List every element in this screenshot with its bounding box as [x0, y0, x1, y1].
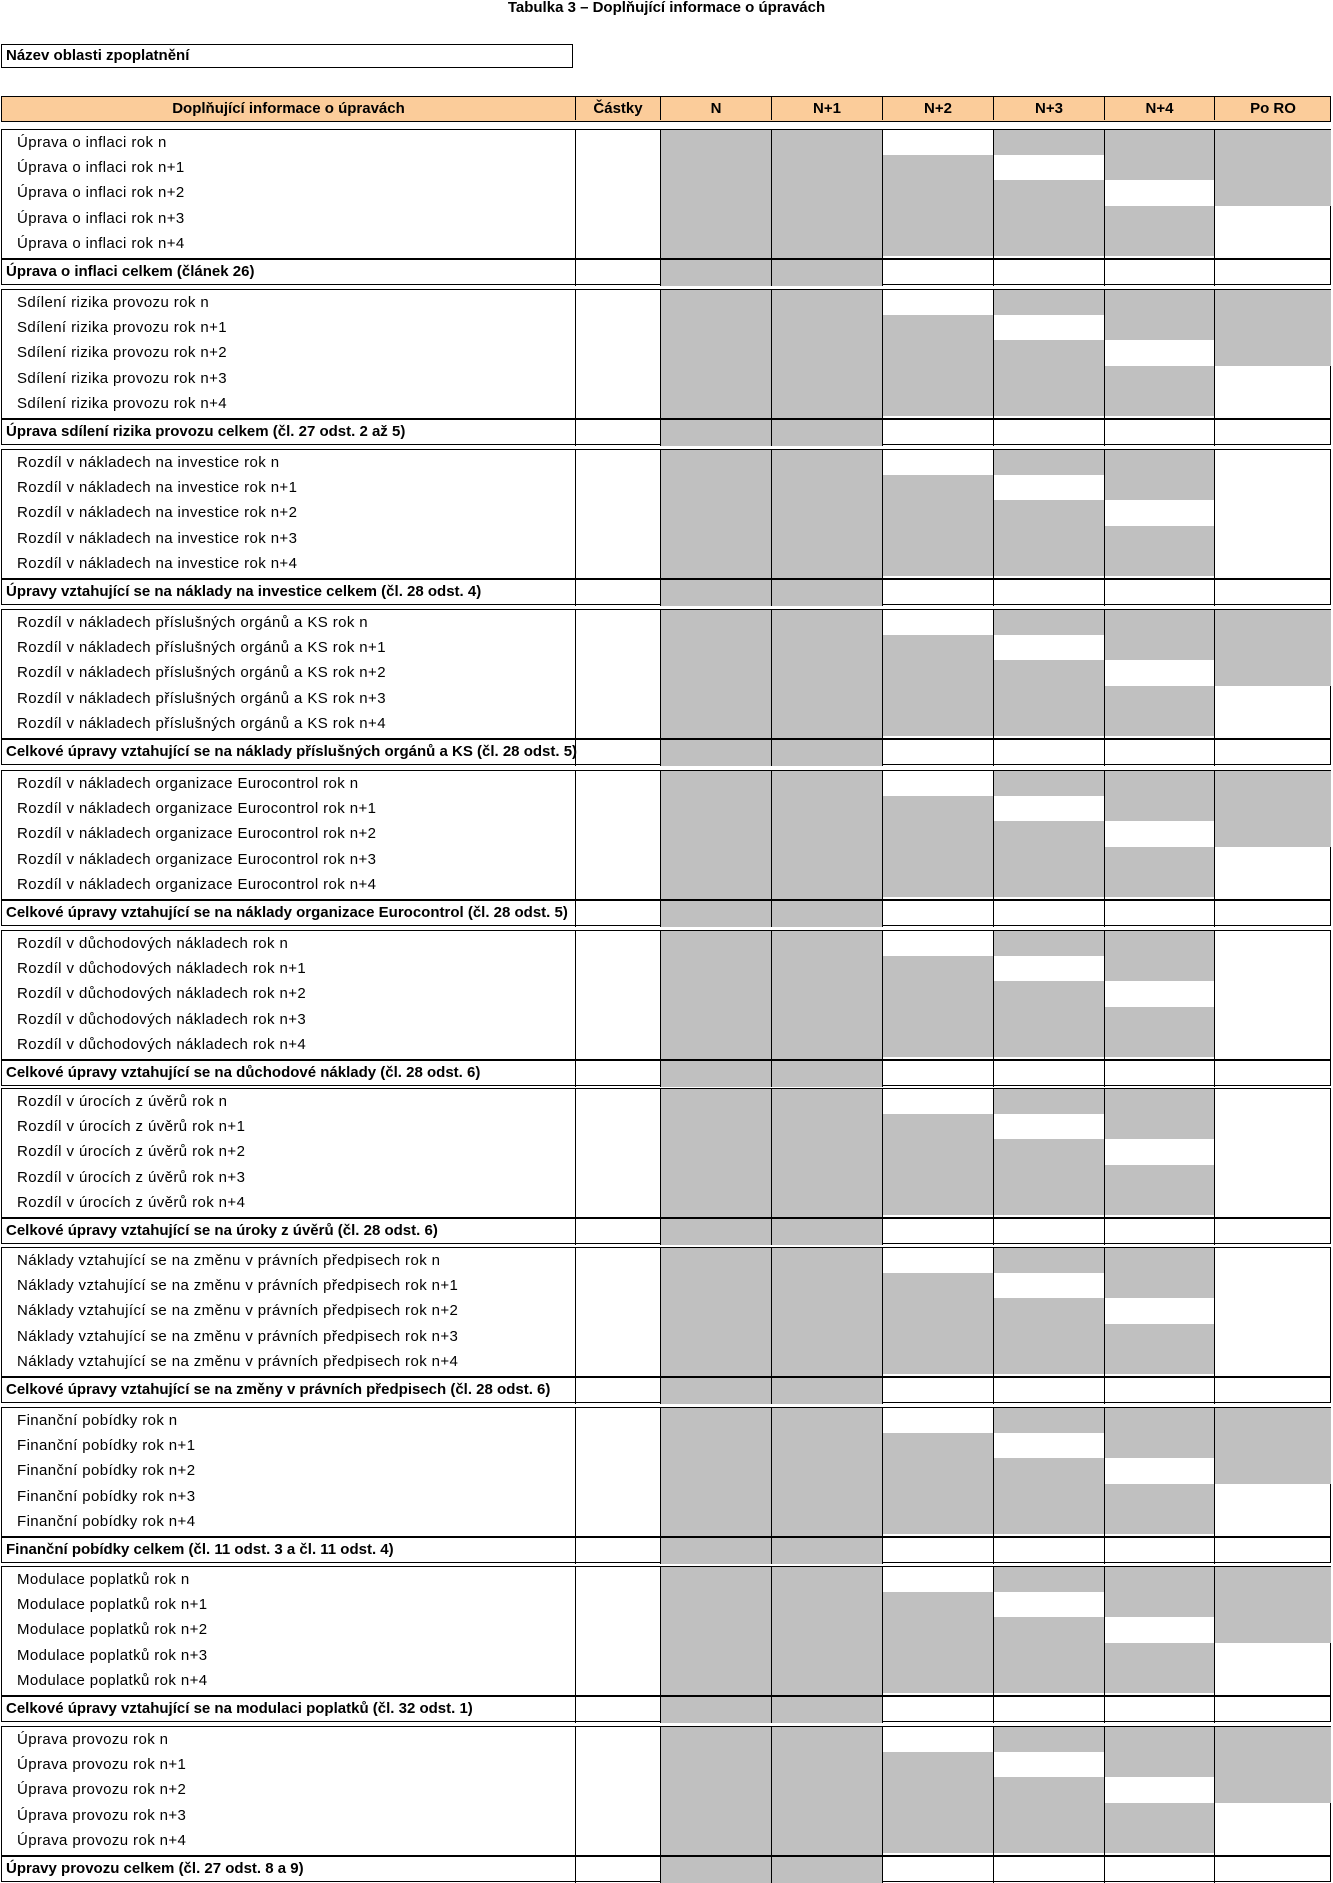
column-divider [771, 130, 772, 286]
shaded-cell-n2 [882, 956, 993, 1057]
shaded-cell-n4 [1104, 1643, 1214, 1693]
header-n1: N+1 [771, 97, 882, 120]
shaded-cell-n4 [1104, 1408, 1214, 1458]
column-divider [1214, 1408, 1215, 1564]
total-row-label: Finanční pobídky celkem (čl. 11 odst. 3 a čl. 11 odst. 4) [6, 1541, 394, 1558]
shaded-cell-n3 [993, 660, 1104, 736]
section-6 [1, 930, 1331, 1086]
column-divider [771, 1567, 772, 1723]
total-row-label: Celkové úpravy vztahující se na náklady organizace Eurocontrol (čl. 28 odst. 5) [6, 904, 568, 921]
column-divider [882, 1248, 883, 1404]
shaded-cell-po-ro [1214, 1567, 1331, 1643]
shaded-cell-n4 [1104, 1484, 1214, 1534]
row-label: Úprava provozu rok n+1 [17, 1756, 187, 1774]
shaded-cell-n3 [993, 1248, 1104, 1273]
shaded-cell-n4 [1104, 847, 1214, 897]
column-divider [1214, 1727, 1215, 1883]
column-divider [1214, 290, 1215, 446]
shaded-cell-n4 [1104, 1089, 1214, 1139]
column-divider [660, 771, 661, 927]
header-n2: N+2 [882, 97, 993, 120]
row-label: Úprava provozu rok n [17, 1731, 169, 1748]
row-label: Rozdíl v nákladech na investice rok n+4 [17, 554, 298, 572]
column-divider [993, 771, 994, 927]
column-divider [575, 1567, 576, 1723]
column-divider [882, 931, 883, 1087]
shaded-cell-n2 [882, 1433, 993, 1534]
row-label: Rozdíl v úrocích z úvěrů rok n+4 [17, 1193, 246, 1211]
shaded-cell-po-ro [1214, 1727, 1331, 1803]
column-divider [993, 290, 994, 446]
header-n3: N+3 [993, 97, 1104, 120]
column-divider [993, 931, 994, 1087]
shaded-cell-n3 [993, 1617, 1104, 1693]
section-2 [1, 289, 1331, 445]
shaded-cell-n3 [993, 290, 1104, 315]
column-divider [660, 290, 661, 446]
column-divider [1214, 931, 1215, 1087]
column-divider [771, 1408, 772, 1564]
row-label: Rozdíl v důchodových nákladech rok n+3 [17, 1010, 307, 1028]
shaded-cell-po-ro [1214, 130, 1331, 206]
shaded-cell-n2 [882, 315, 993, 416]
shaded-cell-n2 [882, 1592, 993, 1693]
row-label: Úprava o inflaci rok n+3 [17, 209, 185, 227]
row-label: Sdílení rizika provozu rok n+2 [17, 344, 228, 362]
shaded-cell-n2 [882, 1114, 993, 1215]
row-label: Rozdíl v důchodových nákladech rok n+1 [17, 960, 307, 978]
section-10 [1, 1566, 1331, 1722]
shaded-cell-n3 [993, 1777, 1104, 1853]
section-4 [1, 609, 1331, 765]
row-label: Náklady vztahující se na změnu v právních předpisech rok n [17, 1252, 441, 1269]
row-label: Rozdíl v úrocích z úvěrů rok n [17, 1093, 228, 1110]
column-divider [1104, 450, 1105, 606]
column-divider [660, 450, 661, 606]
row-label: Modulace poplatků rok n [17, 1571, 190, 1588]
row-label: Rozdíl v nákladech organizace Eurocontrol rok n [17, 775, 359, 792]
shaded-cell-n2 [882, 1273, 993, 1374]
column-divider [771, 610, 772, 766]
row-label: Rozdíl v úrocích z úvěrů rok n+2 [17, 1143, 246, 1161]
row-label: Náklady vztahující se na změnu v právních předpisech rok n+4 [17, 1352, 459, 1370]
shaded-cell-n4 [1104, 1567, 1214, 1617]
column-divider [660, 1727, 661, 1883]
charging-zone-name-field[interactable]: Název oblasti zpoplatnění [1, 44, 573, 68]
header-amounts: Částky [575, 97, 660, 120]
column-divider [660, 1567, 661, 1723]
shaded-cell-n3 [993, 931, 1104, 956]
section-7 [1, 1088, 1331, 1244]
shaded-cell-n3 [993, 771, 1104, 796]
row-label: Rozdíl v nákladech příslušných orgánů a KS rok n+3 [17, 689, 386, 707]
row-label: Rozdíl v nákladech organizace Eurocontrol rok n+2 [17, 825, 377, 843]
column-divider [660, 1408, 661, 1564]
row-label: Rozdíl v nákladech organizace Eurocontrol rok n+1 [17, 800, 377, 818]
total-row-label: Celkové úpravy vztahující se na úroky z úvěrů (čl. 28 odst. 6) [6, 1222, 438, 1239]
shaded-cell-n2 [882, 1752, 993, 1853]
header-n: N [660, 97, 771, 120]
total-row-label: Úprava o inflaci celkem (článek 26) [6, 263, 255, 280]
column-divider [575, 1089, 576, 1245]
column-divider [660, 931, 661, 1087]
column-divider [882, 450, 883, 606]
shaded-cell-n4 [1104, 1248, 1214, 1298]
total-row-label: Celkové úpravy vztahující se na změny v právních předpisech (čl. 28 odst. 6) [6, 1381, 551, 1398]
column-divider [993, 1727, 994, 1883]
shaded-cell-n3 [993, 500, 1104, 576]
row-label: Rozdíl v úrocích z úvěrů rok n+3 [17, 1168, 246, 1186]
column-divider [575, 290, 576, 446]
row-label: Modulace poplatků rok n+3 [17, 1646, 208, 1664]
shaded-cell-n3 [993, 1408, 1104, 1433]
row-label: Rozdíl v důchodových nákladech rok n+4 [17, 1035, 307, 1053]
shaded-cell-n2 [882, 635, 993, 736]
column-divider [575, 1408, 576, 1564]
header-po-ro: Po RO [1214, 97, 1331, 120]
section-11 [1, 1726, 1331, 1882]
row-label: Úprava o inflaci rok n+1 [17, 159, 185, 177]
total-row-label: Úprava sdílení rizika provozu celkem (čl. 27 odst. 2 až 5) [6, 423, 406, 440]
row-label: Rozdíl v nákladech příslušných orgánů a KS rok n+1 [17, 639, 386, 657]
column-divider [1104, 931, 1105, 1087]
column-divider [575, 1248, 576, 1404]
shaded-cell-n2 [882, 796, 993, 897]
column-divider [1104, 290, 1105, 446]
shaded-cell-n3 [993, 981, 1104, 1057]
column-divider [993, 610, 994, 766]
column-divider [1214, 610, 1215, 766]
row-label: Sdílení rizika provozu rok n+4 [17, 394, 228, 412]
total-row-label: Celkové úpravy vztahující se na modulaci poplatků (čl. 32 odst. 1) [6, 1700, 473, 1717]
column-divider [1104, 130, 1105, 286]
shaded-cell-n2 [882, 475, 993, 576]
section-3 [1, 449, 1331, 605]
row-label: Rozdíl v nákladech na investice rok n+1 [17, 479, 298, 497]
row-label: Rozdíl v nákladech na investice rok n+3 [17, 529, 298, 547]
shaded-cell-n2 [882, 155, 993, 256]
shaded-cell-n3 [993, 1139, 1104, 1215]
header-description: Doplňující informace o úpravách [172, 100, 405, 117]
shaded-cell-n4 [1104, 526, 1214, 576]
shaded-cell-po-ro [1214, 290, 1331, 366]
column-divider [882, 290, 883, 446]
row-label: Úprava provozu rok n+2 [17, 1781, 187, 1799]
row-label: Úprava o inflaci rok n+2 [17, 184, 185, 202]
row-label: Sdílení rizika provozu rok n+1 [17, 319, 228, 337]
column-divider [660, 610, 661, 766]
shaded-cell-po-ro [1214, 1408, 1331, 1484]
row-label: Náklady vztahující se na změnu v právních předpisech rok n+1 [17, 1277, 459, 1295]
row-label: Rozdíl v nákladech organizace Eurocontrol rok n+4 [17, 875, 377, 893]
row-label: Rozdíl v úrocích z úvěrů rok n+1 [17, 1118, 246, 1136]
section-5 [1, 770, 1331, 926]
column-divider [993, 1567, 994, 1723]
column-divider [575, 1727, 576, 1883]
row-label: Rozdíl v nákladech na investice rok n [17, 454, 280, 471]
shaded-cell-n4 [1104, 1803, 1214, 1853]
column-divider [771, 931, 772, 1087]
column-divider [1214, 450, 1215, 606]
shaded-cell-n4 [1104, 686, 1214, 736]
column-divider [660, 1089, 661, 1245]
row-label: Rozdíl v nákladech organizace Eurocontrol rok n+3 [17, 850, 377, 868]
header-n4: N+4 [1104, 97, 1214, 120]
column-divider [882, 1089, 883, 1245]
column-divider [1214, 771, 1215, 927]
column-divider [1104, 1727, 1105, 1883]
shaded-cell-n4 [1104, 1165, 1214, 1215]
column-divider [1214, 1567, 1215, 1723]
row-label: Finanční pobídky rok n+1 [17, 1437, 196, 1455]
column-divider [1104, 1408, 1105, 1564]
column-divider [882, 130, 883, 286]
column-divider [882, 1408, 883, 1564]
shaded-cell-n3 [993, 130, 1104, 155]
column-divider [882, 1727, 883, 1883]
table-title: Tabulka 3 – Doplňující informace o úpravách [507, 0, 826, 16]
total-row-label: Celkové úpravy vztahující se na důchodové náklady (čl. 28 odst. 6) [6, 1064, 481, 1081]
column-divider [771, 1248, 772, 1404]
row-label: Modulace poplatků rok n+2 [17, 1621, 208, 1639]
column-divider [771, 1089, 772, 1245]
section-8 [1, 1247, 1331, 1403]
column-divider [1104, 1248, 1105, 1404]
row-label: Rozdíl v důchodových nákladech rok n [17, 935, 289, 952]
row-label: Úprava o inflaci rok n+4 [17, 234, 185, 252]
row-label: Rozdíl v nákladech příslušných orgánů a KS rok n+2 [17, 664, 386, 682]
shaded-cell-n3 [993, 1458, 1104, 1534]
column-divider [1104, 610, 1105, 766]
column-divider [993, 1408, 994, 1564]
total-row-label: Úpravy provozu celkem (čl. 27 odst. 8 a 9) [6, 1860, 304, 1877]
shaded-cell-n3 [993, 1567, 1104, 1592]
column-divider [1104, 1089, 1105, 1245]
shaded-cell-n4 [1104, 366, 1214, 416]
shaded-cell-po-ro [1214, 771, 1331, 847]
column-divider [993, 1248, 994, 1404]
shaded-cell-n4 [1104, 1727, 1214, 1777]
shaded-cell-n4 [1104, 1007, 1214, 1057]
shaded-cell-n4 [1104, 450, 1214, 500]
column-divider [771, 450, 772, 606]
column-divider [660, 130, 661, 286]
section-1 [1, 129, 1331, 285]
column-divider [1214, 1248, 1215, 1404]
row-label: Úprava provozu rok n+4 [17, 1831, 187, 1849]
row-label: Modulace poplatků rok n+4 [17, 1671, 208, 1689]
shaded-cell-n4 [1104, 290, 1214, 340]
column-divider [771, 771, 772, 927]
column-divider [993, 1089, 994, 1245]
column-divider [1104, 1567, 1105, 1723]
column-divider [575, 931, 576, 1087]
row-label: Modulace poplatků rok n+1 [17, 1596, 208, 1614]
row-label: Rozdíl v nákladech na investice rok n+2 [17, 504, 298, 522]
row-label: Finanční pobídky rok n+4 [17, 1512, 196, 1530]
column-divider [882, 1567, 883, 1723]
shaded-cell-n3 [993, 1298, 1104, 1374]
shaded-cell-n4 [1104, 1324, 1214, 1374]
total-row-label: Celkové úpravy vztahující se na náklady příslušných orgánů a KS (čl. 28 odst. 5) [6, 743, 578, 760]
shaded-cell-n4 [1104, 771, 1214, 821]
column-divider [660, 1248, 661, 1404]
shaded-cell-n3 [993, 821, 1104, 897]
row-label: Náklady vztahující se na změnu v právních předpisech rok n+2 [17, 1302, 459, 1320]
table-header [1, 96, 1331, 122]
shaded-cell-n4 [1104, 206, 1214, 256]
row-label: Sdílení rizika provozu rok n+3 [17, 369, 228, 387]
shaded-cell-n4 [1104, 130, 1214, 180]
column-divider [1104, 771, 1105, 927]
column-divider [575, 771, 576, 927]
row-label: Náklady vztahující se na změnu v právních předpisech rok n+3 [17, 1327, 459, 1345]
row-label: Rozdíl v důchodových nákladech rok n+2 [17, 985, 307, 1003]
row-label: Rozdíl v nákladech příslušných orgánů a KS rok n+4 [17, 714, 386, 732]
total-row-label: Úpravy vztahující se na náklady na investice celkem (čl. 28 odst. 4) [6, 583, 482, 600]
shaded-cell-n3 [993, 1727, 1104, 1752]
shaded-cell-n3 [993, 450, 1104, 475]
row-label: Finanční pobídky rok n [17, 1412, 178, 1429]
section-9 [1, 1407, 1331, 1563]
row-label: Sdílení rizika provozu rok n [17, 294, 210, 311]
column-divider [993, 130, 994, 286]
shaded-cell-n3 [993, 610, 1104, 635]
column-divider [575, 450, 576, 606]
row-label: Úprava o inflaci rok n [17, 134, 167, 151]
column-divider [771, 290, 772, 446]
column-divider [1214, 130, 1215, 286]
shaded-cell-n4 [1104, 610, 1214, 660]
column-divider [882, 771, 883, 927]
column-divider [882, 610, 883, 766]
row-label: Finanční pobídky rok n+3 [17, 1487, 196, 1505]
row-label: Úprava provozu rok n+3 [17, 1806, 187, 1824]
column-divider [1214, 1089, 1215, 1245]
column-divider [771, 1727, 772, 1883]
column-divider [575, 130, 576, 286]
row-label: Finanční pobídky rok n+2 [17, 1462, 196, 1480]
shaded-cell-n3 [993, 180, 1104, 256]
shaded-cell-n3 [993, 340, 1104, 416]
shaded-cell-n4 [1104, 931, 1214, 981]
row-label: Rozdíl v nákladech příslušných orgánů a KS rok n [17, 614, 369, 631]
column-divider [993, 450, 994, 606]
shaded-cell-n3 [993, 1089, 1104, 1114]
shaded-cell-po-ro [1214, 610, 1331, 686]
